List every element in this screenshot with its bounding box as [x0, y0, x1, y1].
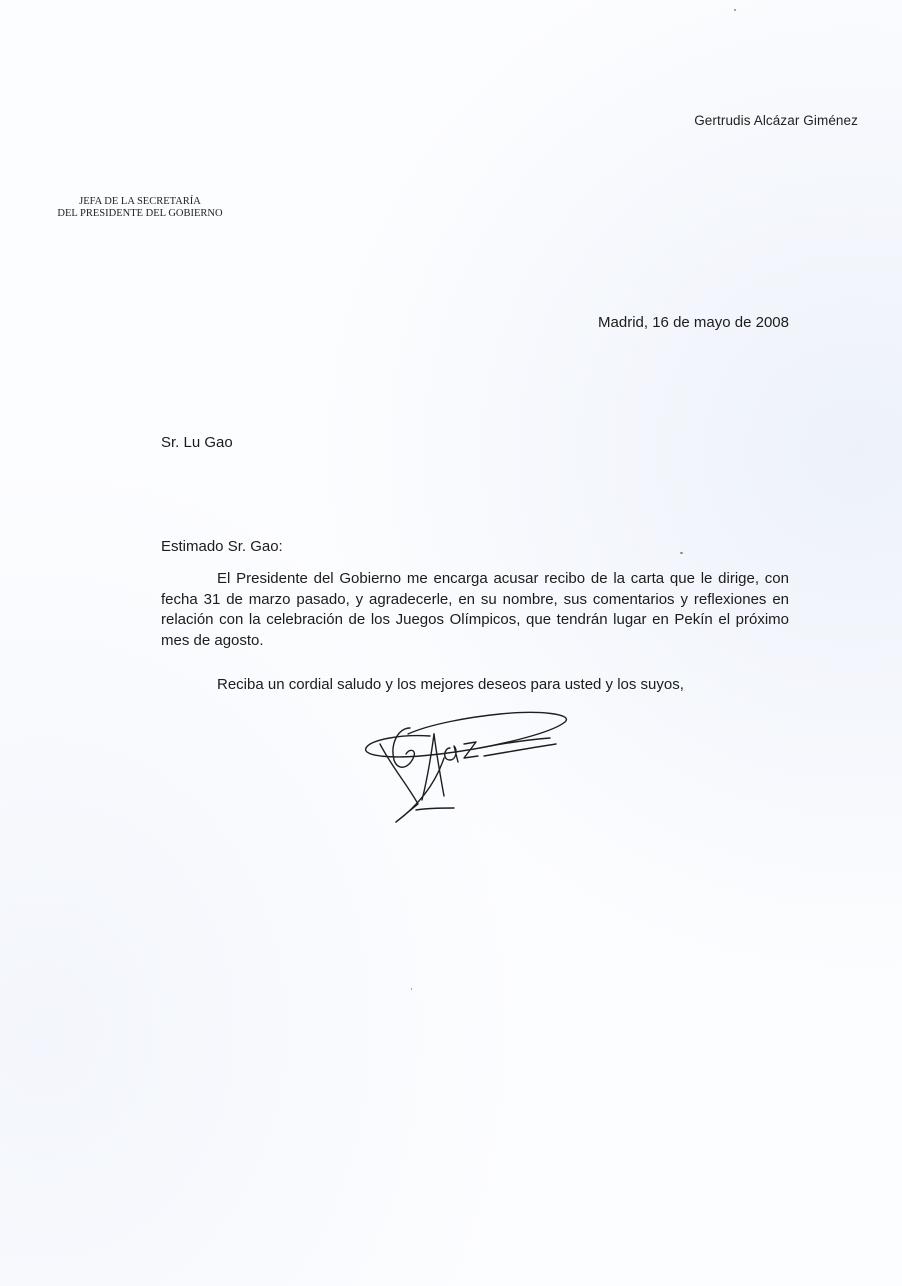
recipient-name: Sr. Lu Gao [161, 434, 233, 451]
sender-name: Gertrudis Alcázar Giménez [694, 113, 858, 128]
signature-icon [360, 704, 575, 829]
paper-speck [411, 988, 412, 990]
office-title-line-1: JEFA DE LA SECRETARÍA [79, 196, 201, 207]
paper-speck [734, 9, 736, 11]
paper-speck [680, 552, 683, 554]
office-title [30, 196, 250, 220]
closing-line: Reciba un cordial saludo y los mejores deseos para usted y los suyos, [217, 676, 684, 693]
letter-date: Madrid, 16 de mayo de 2008 [598, 314, 789, 331]
office-title-line-2: DEL PRESIDENTE DEL GOBIERNO [57, 208, 223, 219]
salutation: Estimado Sr. Gao: [161, 538, 283, 555]
body-paragraph: El Presidente del Gobierno me encarga acusar recibo de la carta que le dirige, con fecha 31 de marzo pasado, y agradecerle, en su nombre, sus comentarios y reflexiones en relación con la celebración de los Juegos Olímpicos, que tendrán lugar en Pekín el próximo mes de agosto. [161, 570, 789, 649]
letter-body [161, 569, 789, 651]
